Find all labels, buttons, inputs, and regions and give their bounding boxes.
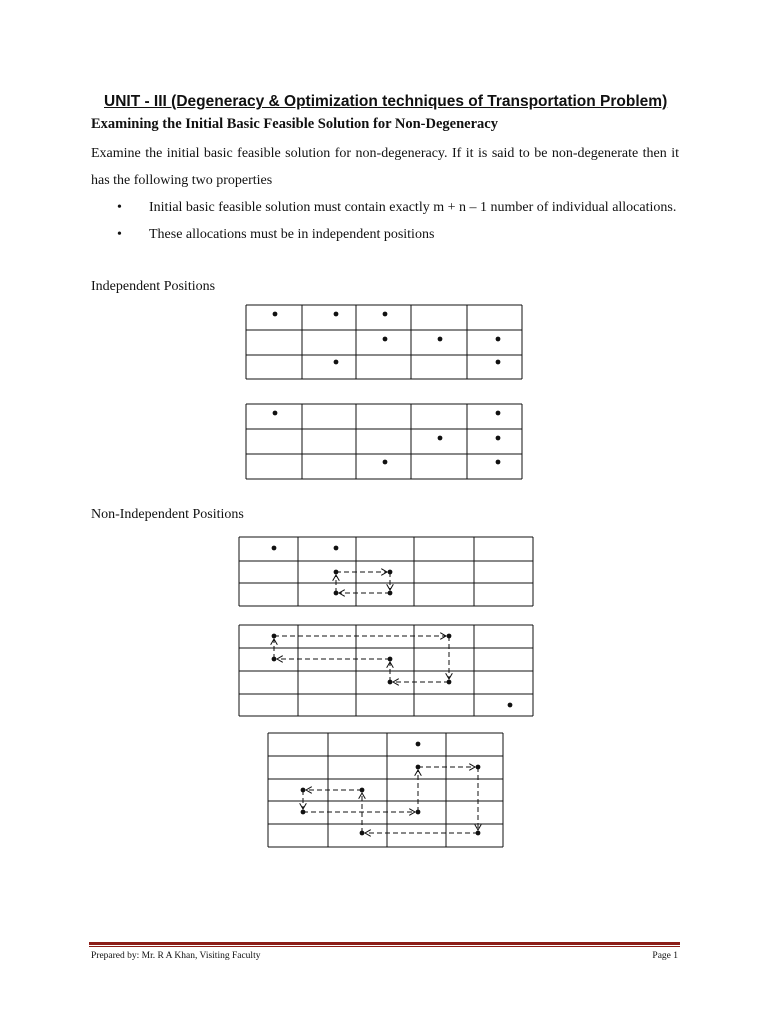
allocation-dot [383, 337, 388, 342]
allocation-dot [496, 337, 501, 342]
allocation-dot [388, 570, 393, 575]
non-independent-grid-2 [239, 625, 533, 716]
allocation-dot [447, 634, 452, 639]
allocation-dot [334, 312, 339, 317]
allocation-dot [416, 810, 421, 815]
allocation-dot [438, 436, 443, 441]
allocation-dot [360, 788, 365, 793]
list-item-text: These allocations must be in independent positions [149, 227, 435, 242]
allocation-dot [273, 312, 278, 317]
independent-positions-label: Independent Positions [91, 279, 216, 294]
allocation-dot [360, 831, 365, 836]
allocation-dot [388, 680, 393, 685]
intro-paragraph: Examine the initial basic feasible solution for non-degeneracy. If it is said to be non-degenerate then it has the following two properties [91, 146, 679, 188]
footer-rule [89, 942, 680, 945]
allocation-dot [334, 570, 339, 575]
allocation-dot [334, 591, 339, 596]
allocation-dot [272, 546, 277, 551]
allocation-dot [508, 703, 513, 708]
allocation-dot [334, 360, 339, 365]
allocation-dot [496, 411, 501, 416]
allocation-dot [496, 436, 501, 441]
allocation-dot [496, 360, 501, 365]
allocation-dot [447, 680, 452, 685]
allocation-dot [388, 657, 393, 662]
bullet-icon: • [117, 200, 122, 215]
footer-page-number: Page 1 [652, 951, 678, 961]
independent-grid-1 [246, 305, 522, 379]
allocation-dot [476, 765, 481, 770]
list-item-text: Initial basic feasible solution must contain exactly m + n – 1 number of individual allocations. [149, 200, 677, 215]
non-independent-grid-1 [239, 537, 533, 606]
allocation-dot [388, 591, 393, 596]
allocation-dot [383, 312, 388, 317]
allocation-dot [272, 657, 277, 662]
allocation-dot [334, 546, 339, 551]
unit-title: UNIT - III (Degeneracy & Optimization techniques of Transportation Problem) [104, 93, 668, 110]
allocation-dot [273, 411, 278, 416]
section-title: Examining the Initial Basic Feasible Solution for Non-Degeneracy [91, 116, 498, 132]
footer-rule-thin [89, 946, 680, 947]
allocation-dot [301, 810, 306, 815]
allocation-dot [301, 788, 306, 793]
allocation-dot [416, 765, 421, 770]
footer-prepared-by: Prepared by: Mr. R A Khan, Visiting Faculty [91, 951, 261, 961]
allocation-dot [438, 337, 443, 342]
allocation-dot [476, 831, 481, 836]
non-independent-grid-3 [268, 733, 503, 847]
bullet-icon: • [117, 227, 122, 242]
allocation-dot [416, 742, 421, 747]
independent-grid-2 [246, 404, 522, 479]
allocation-dot [496, 460, 501, 465]
non-independent-positions-label: Non-Independent Positions [91, 507, 244, 522]
allocation-dot [383, 460, 388, 465]
allocation-dot [272, 634, 277, 639]
